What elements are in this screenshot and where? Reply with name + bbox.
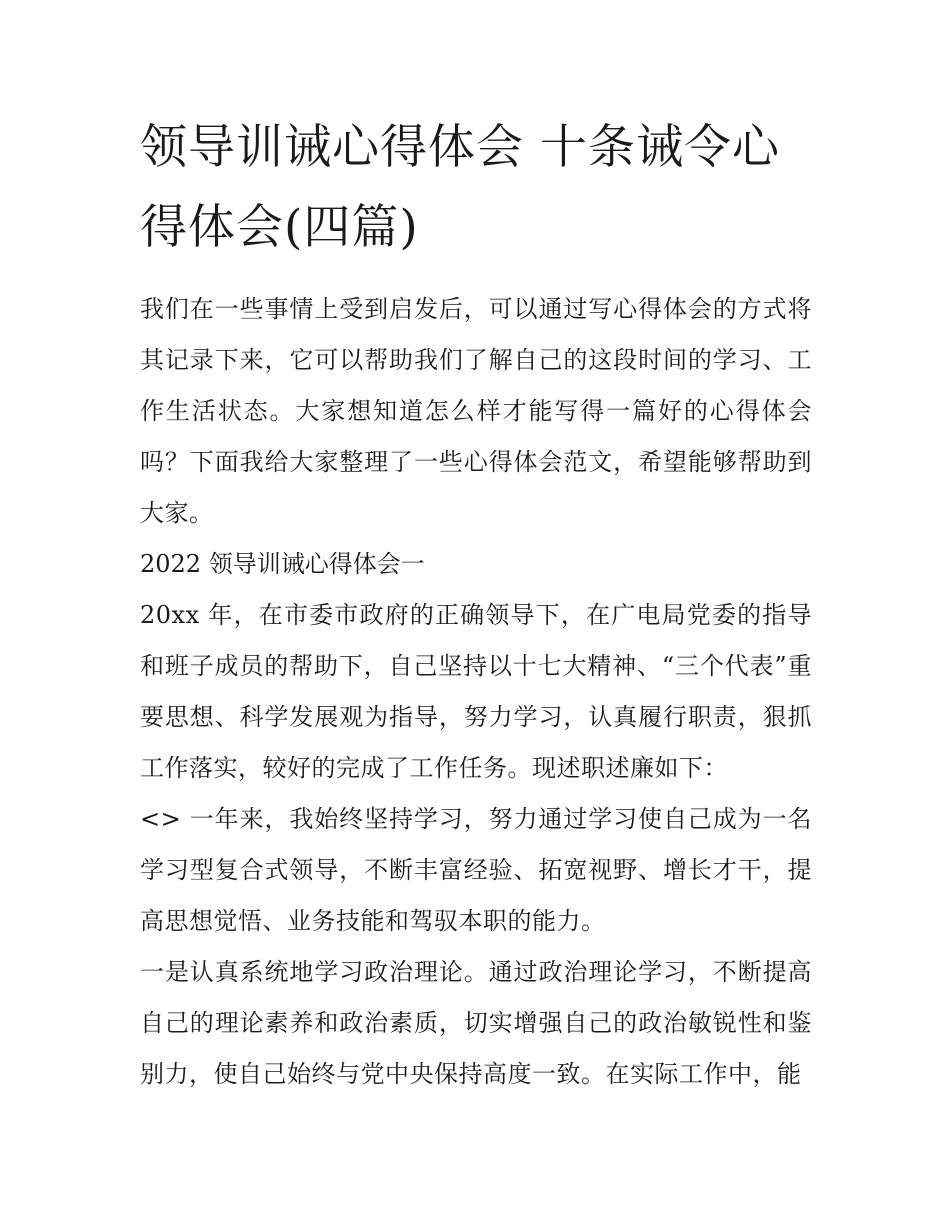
document-title: 领导训诫心得体会 十条诫令心得体会(四篇) [140,120,780,255]
body-paragraph-1: 20xx 年，在市委市政府的正确领导下，在广电局党委的指导和班子成员的帮助下，自己坚持以十七大精神、“三个代表”重要思想、科学发展观为指导，努力学习，认真履行职责，狠抓工作落实，较好的完成了工作任务。现述职述廉如下： [140,601,812,782]
document-page [140,108,820,1100]
body-paragraph-3: 一是认真系统地学习政治理论。通过政治理论学习，不断提高自己的理论素养和政治素质，切实增强自己的政治敏锐性和鉴别力，使自己始终与党中央保持高度一致。在实际工作中，能 [140,958,812,1088]
body-paragraph-2: <> 一年来，我始终坚持学习，努力通过学习使自己成为一名学习型复合式领导，不断丰富经验、拓宽视野、增长才干，提高思想觉悟、业务技能和驾驭本职的能力。 [140,805,812,935]
section-heading: 2022 领导训诫心得体会一 [140,550,425,578]
intro-paragraph: 我们在一些事情上受到启发后，可以通过写心得体会的方式将其记录下来，它可以帮助我们了解自己的这段时间的学习、工作生活状态。大家想知道怎么样才能写得一篇好的心得体会吗？下面我给大家整理了一些心得体会范文，希望能够帮助到大家。 [140,295,812,527]
